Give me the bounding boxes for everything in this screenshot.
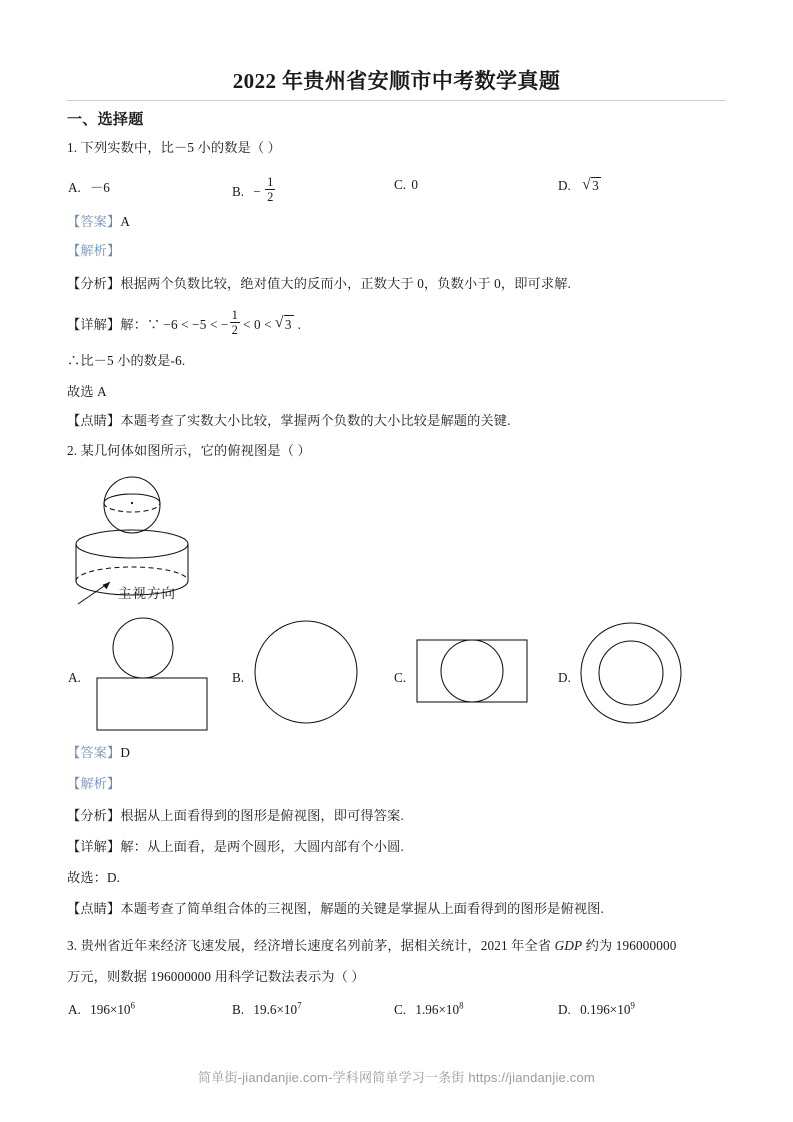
question-2-option-d-shape[interactable] [578, 618, 690, 730]
question-2-figure-label: 主视方向 [118, 586, 176, 601]
option-b-label: B. [232, 184, 245, 200]
question-3-stem-line-1 [67, 937, 676, 955]
option-a-label: A. [68, 1002, 81, 1017]
option-c-value: 0 [411, 177, 418, 192]
answer-tag: 【答案】 [67, 745, 121, 760]
option-d-radical [582, 177, 601, 194]
circle-on-rectangle-circle [113, 618, 173, 678]
sphere-equator-back [104, 503, 160, 512]
option-a-mantissa: 196×10 [90, 1002, 131, 1017]
option-b-label: B. [232, 1002, 245, 1017]
concentric-inner-circle [599, 641, 663, 705]
question-3-stem-line-2: 万元，则数据 196000000 用科学记数法表示为（ ） [67, 969, 365, 984]
concentric-outer-circle [581, 623, 681, 723]
question-2-option-b-shape[interactable] [252, 618, 364, 730]
circle-on-rectangle-rect [97, 678, 207, 730]
option-a-exponent: 6 [130, 1000, 136, 1011]
solid-figure-svg [70, 472, 300, 612]
circle-in-rectangle-rect [417, 640, 527, 702]
question-1-stem: 1. 下列实数中，比－5 小的数是（ ） [67, 140, 281, 155]
question-3-option-a[interactable] [68, 1002, 135, 1018]
question-1-option-a[interactable] [68, 177, 110, 196]
section-heading: 一、选择题 [67, 112, 144, 128]
detail-expression-part-3: . [297, 317, 302, 333]
page-title: 2022 年贵州省安顺市中考数学真题 [232, 69, 561, 93]
question-2-option-b-label: B. [232, 670, 245, 685]
fraction-numerator: 1 [231, 308, 238, 323]
fraction-denominator: 2 [267, 190, 274, 205]
option-c-label: C. [394, 177, 407, 192]
single-circle [255, 621, 357, 723]
question-2-option-a-label: A. [68, 670, 81, 685]
question-3-option-b[interactable] [232, 1002, 302, 1018]
question-2-option-d-label: D. [558, 670, 571, 685]
option-a-label: A. [68, 180, 81, 195]
tip-tag: 【点睛】 [67, 413, 121, 428]
question-1-conclusion: ∴比－5 小的数是-6. [67, 353, 186, 368]
radicand: 3 [592, 178, 599, 193]
option-d-mantissa: 0.196×10 [580, 1002, 631, 1017]
option-b-sign: − [253, 184, 261, 200]
option-d-exponent: 9 [630, 1000, 635, 1011]
question-2-analysis-line [67, 807, 404, 825]
option-b-fraction [265, 175, 275, 204]
question-1-answer-line [67, 213, 130, 231]
detail-tag: 【详解】 [67, 839, 121, 854]
question-1-option-b[interactable] [232, 177, 276, 206]
question-1-explain-tag: 【解析】 [67, 243, 121, 258]
question-2-detail-line [67, 838, 404, 856]
detail-radical [275, 315, 294, 334]
footer-watermark: 简单街-jiandanjie.com-学科网简单学习一条街 https://jiandanjie.com [198, 1070, 595, 1085]
question-2-option-c-label: C. [394, 670, 407, 685]
question-1-detail-line [67, 310, 301, 339]
question-3-option-c[interactable] [394, 1002, 464, 1018]
fraction-numerator: 1 [267, 175, 274, 190]
option-c-label: C. [394, 1002, 407, 1017]
cylinder-top-ellipse [76, 530, 188, 558]
detail-prefix: 解：∵ [120, 317, 161, 333]
option-b-mantissa: 19.6×10 [253, 1002, 298, 1017]
option-b-exponent: 7 [297, 1000, 302, 1011]
option-d-label: D. [558, 1002, 571, 1017]
analysis-tag: 【分析】 [67, 808, 121, 823]
radicand: 3 [284, 317, 292, 333]
question-2-solid-figure [70, 472, 300, 612]
detail-expression-part-2: < 0 < [243, 317, 272, 333]
direction-arrow-head [103, 582, 111, 589]
sphere-center-dot [131, 502, 133, 504]
question-2-option-a-shape[interactable] [92, 616, 214, 734]
option-a-value: －6 [90, 180, 110, 195]
answer-tag: 【答案】 [67, 214, 121, 229]
sphere-outline [104, 477, 160, 533]
question-3-stem-text-b: 约为 196000000 [582, 938, 677, 953]
question-1-analysis-line [67, 275, 571, 293]
detail-text: 解：从上面看，是两个圆形，大圆内部有个小圆. [120, 839, 404, 854]
tip-text: 本题考查了简单组合体的三视图，解题的关键是掌握从上面看得到的图形是俯视图. [120, 901, 604, 916]
question-2-answer-line [67, 744, 130, 762]
question-2-stem: 2. 某几何体如图所示，它的俯视图是（ ） [67, 443, 311, 458]
answer-value: A [120, 214, 131, 229]
question-3-stem-text-a: 3. 贵州省近年来经济飞速发展，经济增长速度名列前茅，据相关统计，2021 年全省 [67, 938, 555, 953]
tip-tag: 【点睛】 [67, 901, 121, 916]
option-c-exponent: 8 [459, 1000, 464, 1011]
question-2-option-c-shape[interactable] [414, 634, 530, 714]
sphere-equator-front [104, 494, 160, 503]
question-1-tip-line [67, 412, 511, 430]
question-1-choose: 故选 A [67, 384, 107, 399]
detail-fraction [230, 308, 240, 337]
analysis-tag: 【分析】 [67, 276, 121, 291]
circle-in-rectangle-circle [441, 640, 503, 702]
analysis-text: 根据从上面看得到的图形是俯视图，即可得答案. [120, 808, 404, 823]
question-1-option-d[interactable] [558, 177, 602, 194]
detail-expression-part-1: −6 < −5 < − [163, 317, 229, 333]
question-2-tip-line [67, 900, 604, 918]
question-2-choose: 故选：D. [67, 870, 121, 885]
question-1-option-c[interactable] [394, 177, 418, 193]
analysis-text: 根据两个负数比较，绝对值大的反而小，正数大于 0，负数小于 0，即可求解. [120, 276, 571, 291]
answer-value: D [120, 745, 131, 760]
question-2-explain-tag: 【解析】 [67, 776, 121, 791]
tip-text: 本题考查了实数大小比较，掌握两个负数的大小比较是解题的关键. [120, 413, 511, 428]
header-divider [67, 100, 726, 101]
detail-tag: 【详解】 [67, 317, 121, 333]
question-3-option-d[interactable] [558, 1002, 635, 1018]
question-3-gdp-term: GDP [554, 938, 583, 953]
fraction-denominator: 2 [231, 323, 238, 338]
option-c-mantissa: 1.96×10 [415, 1002, 460, 1017]
cylinder-bottom-back-arc [76, 567, 188, 581]
option-d-label: D. [558, 178, 571, 193]
question-2-option-figures [0, 612, 793, 737]
